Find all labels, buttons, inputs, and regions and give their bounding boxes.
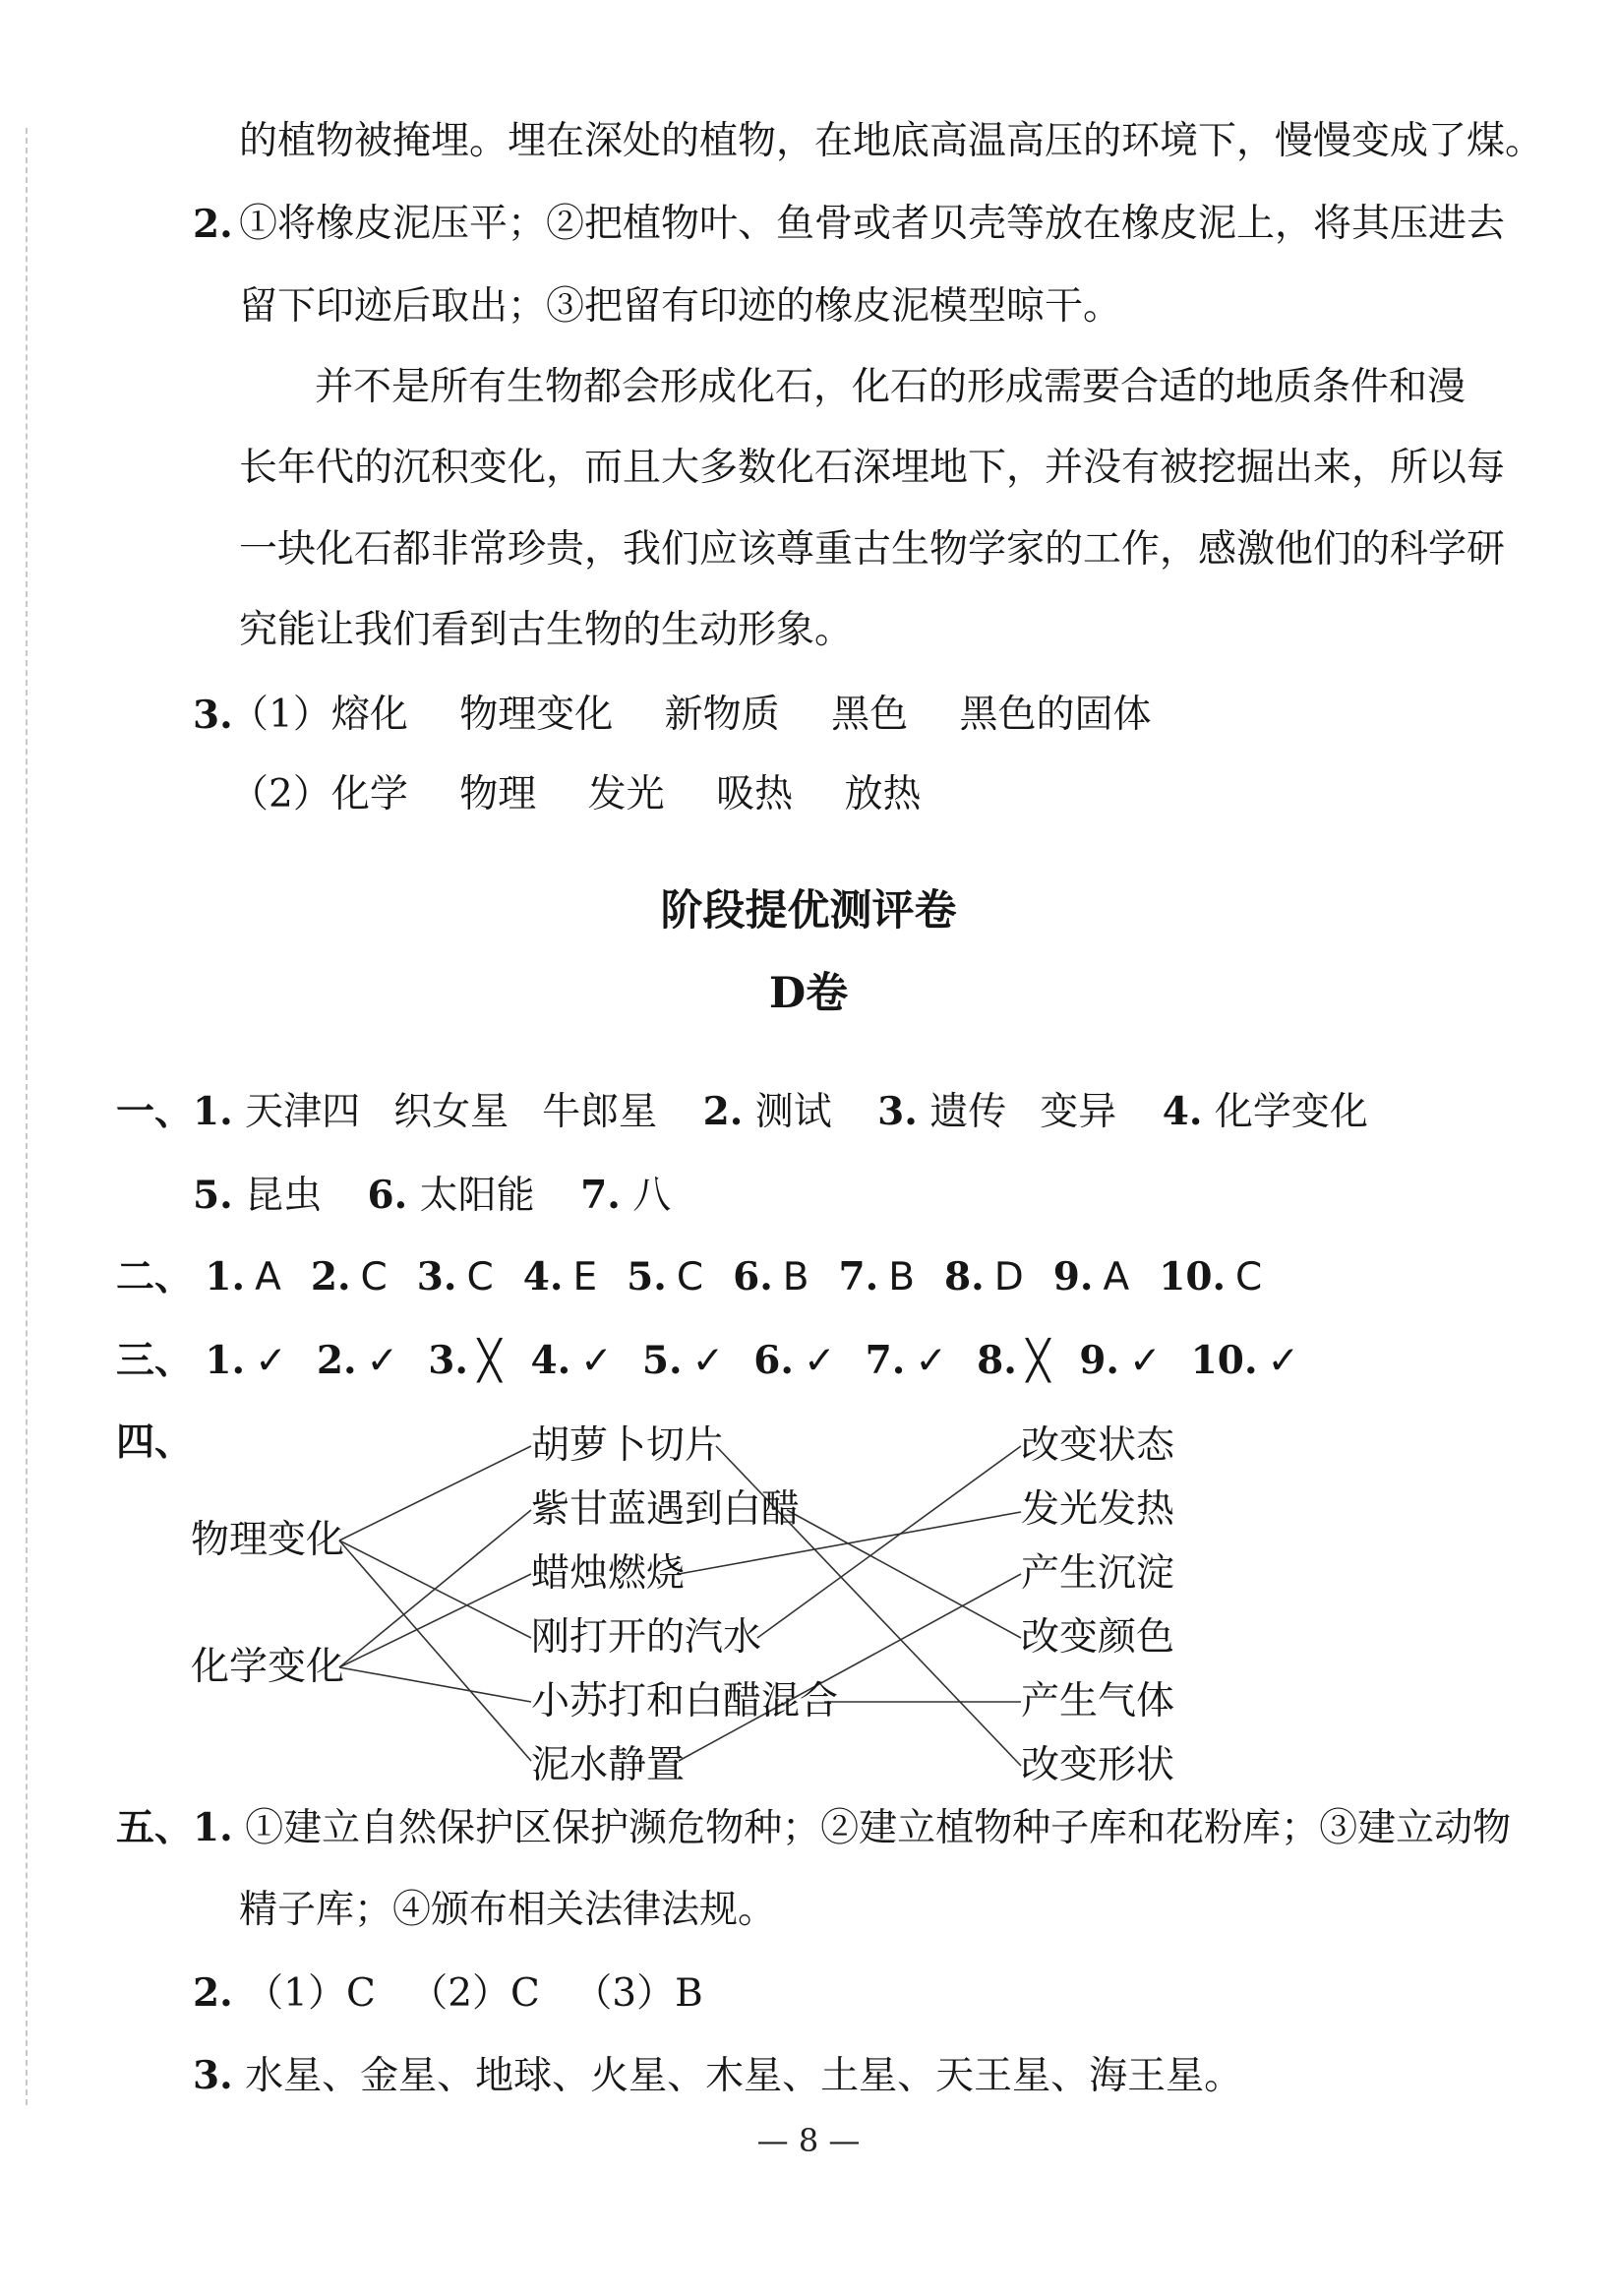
middle-node: 胡萝卜切片 (531, 1423, 724, 1468)
match-line (339, 1667, 531, 1702)
section-label: 一、 (116, 1089, 194, 1134)
paragraph-line: 究能让我们看到古生物的生动形象。 (239, 608, 854, 652)
answer-item: B (782, 1255, 809, 1299)
match-line (757, 1446, 1021, 1638)
answer-item: 牛郎星 (542, 1090, 658, 1134)
question-number: 1. (205, 1338, 246, 1383)
answer-item: C (360, 1255, 388, 1299)
answer-text: ①建立自然保护区保护濒危物种；②建立植物种子库和花粉库；③建立动物 (245, 1806, 1512, 1850)
question-number: 1. (205, 1254, 246, 1299)
answer-item: 黑色的固体 (959, 693, 1152, 737)
answer-item: ✓ (255, 1339, 287, 1383)
answer-item: 物理变化 (459, 693, 614, 737)
answer-row (193, 2050, 1242, 2102)
section-five-row (116, 1802, 1511, 1854)
question-number: 1. (193, 1089, 233, 1134)
question-number: 3. (416, 1254, 457, 1299)
question-number: 6. (367, 1173, 408, 1218)
page-number: — 8 — (756, 2122, 861, 2159)
answer-item: （3）B (573, 1971, 703, 2016)
left-node: 物理变化 (191, 1518, 345, 1562)
answer-item: 发光 (587, 772, 665, 816)
answer-item: 新物质 (664, 693, 780, 737)
answer-item: E (572, 1255, 598, 1299)
answer-item: C (676, 1255, 704, 1299)
section-label: 五、 (116, 1805, 194, 1850)
answer-text: 水星、金星、地球、火星、木星、土星、天王星、海王星。 (245, 2054, 1243, 2098)
answer-item: 昆虫 (245, 1174, 323, 1218)
middle-node: 紫甘蓝遇到白醋 (531, 1487, 801, 1532)
question-number: 2. (193, 202, 233, 247)
question-number: 3. (193, 2053, 233, 2098)
prev-answer-line: 的植物被掩埋。埋在深处的植物，在地底高温高压的环境下，慢慢变成了煤。 (239, 119, 1544, 163)
answer-item: （2）化学 (230, 772, 408, 816)
answer-item: C (1235, 1255, 1263, 1299)
answer-item: ╳ (1026, 1339, 1050, 1383)
answer-row (193, 1967, 703, 2020)
question-number: 6. (753, 1338, 794, 1383)
answer-item: 遗传 (929, 1090, 1007, 1134)
right-node: 产生沉淀 (1021, 1551, 1175, 1596)
answer-item: （1）熔化 (230, 693, 408, 737)
question-number: 2. (702, 1089, 744, 1134)
answer-item: 变异 (1040, 1090, 1117, 1134)
answer-item: ✓ (1128, 1339, 1162, 1383)
answer-item: 太阳能 (419, 1174, 535, 1218)
answer-text: ①将橡皮泥压平；②把植物叶、鱼骨或者贝壳等放在橡皮泥上，将其压进去 (239, 202, 1506, 246)
question-number: 8. (977, 1338, 1017, 1383)
question-number: 4. (530, 1338, 571, 1383)
right-node: 发光发热 (1021, 1487, 1175, 1532)
answer-item: ✓ (691, 1339, 725, 1383)
answer-item: ✓ (366, 1339, 399, 1383)
middle-node: 刚打开的汽水 (531, 1615, 762, 1660)
right-node: 改变状态 (1021, 1423, 1175, 1468)
page-subtitle: D卷 (768, 969, 849, 1018)
right-node: 产生气体 (1021, 1679, 1175, 1723)
page-title: 阶段提优测评卷 (660, 886, 957, 936)
section-label: 三、 (116, 1338, 194, 1383)
question-number: 9. (1052, 1254, 1094, 1299)
question-number: 2. (193, 1970, 233, 2016)
question-number: 5. (193, 1173, 233, 1218)
match-line (787, 1510, 1021, 1638)
match-line (339, 1541, 531, 1761)
question-number: 3. (877, 1089, 918, 1134)
paragraph-line: 长年代的沉积变化，而且大多数化石深埋地下，并没有被挖掘出来，所以每 (239, 446, 1506, 490)
answer-item: 八 (632, 1174, 672, 1218)
question-number: 5. (627, 1254, 667, 1299)
answer-item: ✓ (803, 1339, 836, 1383)
question-number: 8. (944, 1254, 985, 1299)
answer-item: 化学变化 (1214, 1090, 1368, 1134)
question-number: 4. (1162, 1089, 1203, 1134)
question-number: 7. (838, 1254, 879, 1299)
match-line (339, 1446, 531, 1541)
answer-item: 物理 (459, 772, 537, 816)
answer-text: 精子库；④颁布相关法律法规。 (239, 1888, 777, 1932)
middle-node: 泥水静置 (531, 1743, 686, 1787)
answer-item: 织女星 (393, 1090, 509, 1134)
question-number: 4. (522, 1254, 564, 1299)
answer-item: 黑色 (831, 693, 909, 737)
question-number: 10. (1159, 1254, 1227, 1299)
answer-item: ✓ (915, 1339, 948, 1383)
middle-node: 小苏打和白醋混合 (531, 1679, 839, 1723)
middle-node: 蜡烛燃烧 (531, 1551, 686, 1596)
answer-item: 吸热 (716, 772, 794, 816)
left-node: 化学变化 (191, 1645, 345, 1689)
answer-item: ╳ (477, 1339, 502, 1383)
answer-item: ✓ (580, 1339, 613, 1383)
section-label: 二、 (116, 1254, 194, 1299)
question-number: 3. (193, 693, 233, 738)
paragraph-line: 并不是所有生物都会形成化石，化石的形成需要合适的地质条件和漫 (315, 365, 1467, 409)
answer-item: A (255, 1255, 281, 1299)
answer-item: 测试 (754, 1090, 832, 1134)
match-line (679, 1574, 1021, 1761)
section-label: 四、 (116, 1420, 194, 1465)
question-number: 5. (641, 1338, 683, 1383)
question-number: 9. (1079, 1338, 1119, 1383)
answer-item: A (1103, 1255, 1130, 1299)
answer-item: 放热 (844, 772, 922, 816)
paragraph-line: 一块化石都非常珍贵，我们应该尊重古生物学家的工作，感激他们的科学研 (239, 527, 1506, 572)
answer-text: 留下印迹后取出；③把留有印迹的橡皮泥模型晾干。 (239, 284, 1122, 329)
question-number: 7. (865, 1338, 906, 1383)
answer-item: ✓ (1267, 1339, 1300, 1383)
question-number: 10. (1190, 1338, 1258, 1383)
question-number: 7. (580, 1173, 621, 1218)
answer-item: 天津四 (245, 1090, 361, 1134)
right-node: 改变颜色 (1021, 1615, 1175, 1660)
answer-item: （2）C (409, 1971, 540, 2016)
question-number: 1. (193, 1805, 233, 1850)
right-node: 改变形状 (1021, 1743, 1175, 1787)
question-number: 2. (316, 1338, 357, 1383)
answer-item: B (888, 1255, 916, 1299)
answer-item: D (993, 1255, 1024, 1299)
question-number: 6. (733, 1254, 773, 1299)
answer-item: C (466, 1255, 494, 1299)
question-number: 2. (310, 1254, 351, 1299)
answer-item: （1）C (245, 1971, 376, 2016)
question-number: 3. (428, 1338, 468, 1383)
